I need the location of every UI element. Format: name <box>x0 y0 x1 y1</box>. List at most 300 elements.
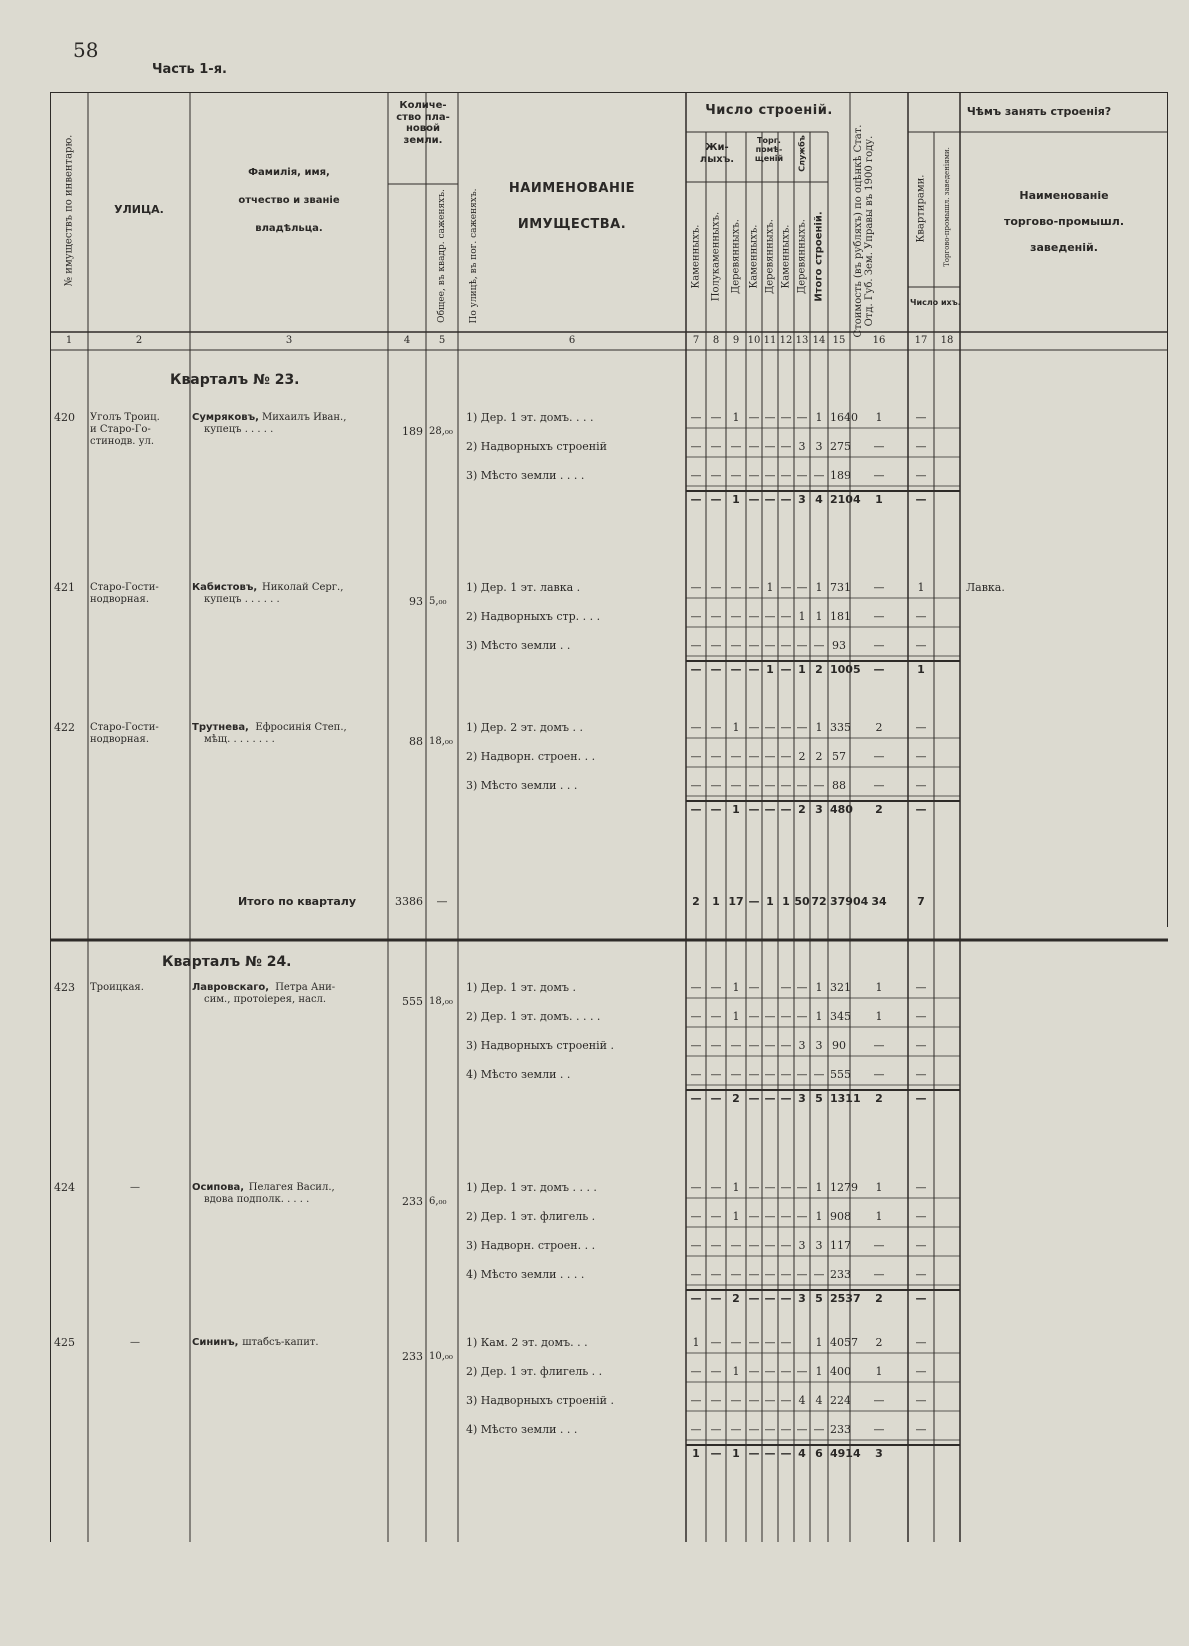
establishments-cell: — <box>915 440 927 453</box>
count-cell: — <box>813 639 825 652</box>
count-cell: — <box>764 750 776 763</box>
count-cell: — <box>780 1181 792 1194</box>
property-item: 2) Дер. 1 эт. флигель . . <box>466 1365 603 1378</box>
property-item: 1) Дер. 1 эт. домъ. . . . <box>466 411 594 424</box>
total-cell: 6 <box>815 1447 823 1460</box>
owner-name: сим., протоіерея, насл. <box>204 994 327 1005</box>
apartments-cell: 1 <box>875 1210 883 1223</box>
establishments-cell: — <box>915 493 927 506</box>
count-cell: 3 <box>815 440 823 453</box>
table-grid <box>50 92 1168 1542</box>
count-cell: — <box>764 1423 776 1436</box>
total-cell: — <box>710 1447 722 1460</box>
total-cell: — <box>710 803 722 816</box>
count-cell: 3 <box>798 440 806 453</box>
total-cell: — <box>780 493 792 506</box>
establishments-cell: — <box>915 1268 927 1281</box>
count-cell: — <box>690 721 702 734</box>
count-cell: — <box>764 721 776 734</box>
count-cell: — <box>710 1394 722 1407</box>
count-cell: — <box>730 639 742 652</box>
property-item: 3) Мѣсто земли . . . . <box>466 469 585 482</box>
street-name: — <box>130 1337 140 1348</box>
apartments-cell: 1 <box>875 981 883 994</box>
count-cell: — <box>690 1210 702 1223</box>
ledger-table <box>50 92 1168 1542</box>
count-cell: — <box>748 1010 760 1023</box>
owner-surname: Лавровскаго, <box>192 982 270 993</box>
property-item: 1) Дер. 1 эт. домъ . . . . <box>466 1181 597 1194</box>
total-cost: 480 <box>830 803 853 816</box>
property-item: 2) Надворн. строен. . . <box>466 750 596 763</box>
total-cell: — <box>780 1092 792 1105</box>
count-cell: — <box>748 1039 760 1052</box>
establishments-cell: — <box>915 1068 927 1081</box>
count-cell: — <box>780 1068 792 1081</box>
apartments-cell: 1 <box>875 493 883 506</box>
count-cell: 3 <box>798 1239 806 1252</box>
cost-cell: 275 <box>830 440 851 453</box>
count-cell: — <box>748 411 760 424</box>
establishments-cell: — <box>915 1292 927 1305</box>
total-cell: — <box>748 663 760 676</box>
count-cell: — <box>730 1239 742 1252</box>
frontage-value: 28,₀₀ <box>429 426 453 437</box>
count-cell: — <box>690 1268 702 1281</box>
quarter-total-label: Итого по кварталу <box>238 895 357 908</box>
count-cell: — <box>796 581 808 594</box>
property-header: ИМУЩЕСТВА. <box>517 217 627 232</box>
frontage-value: 5,₀₀ <box>429 596 447 607</box>
count-cell: — <box>764 1068 776 1081</box>
count-cell: — <box>764 1239 776 1252</box>
establishment-name-header: торгово-промышл. <box>1003 215 1125 228</box>
column-number: 8 <box>712 335 720 346</box>
establishments-cell: — <box>915 1239 927 1252</box>
land-area-header: Количе- ство пла- новой земли. <box>396 100 450 146</box>
count-cell: — <box>780 1423 792 1436</box>
count-cell: — <box>780 411 792 424</box>
count-cell: 1 <box>732 1181 740 1194</box>
count-cell: — <box>748 1423 760 1436</box>
total-cell: 2 <box>732 1292 740 1305</box>
count-cell: — <box>730 581 742 594</box>
count-cell: — <box>796 469 808 482</box>
establishments-cell: — <box>915 981 927 994</box>
count-cell: — <box>780 1010 792 1023</box>
count-cell: — <box>748 750 760 763</box>
count-cell: — <box>748 1268 760 1281</box>
total-cell: 1 <box>766 895 774 908</box>
count-cell: 1 <box>815 1181 823 1194</box>
street-name: и Старо-Го- <box>90 424 151 435</box>
cost-cell: 224 <box>830 1394 851 1407</box>
total-cell: 1 <box>782 895 790 908</box>
total-cell: — <box>780 663 792 676</box>
owner-name: Петра Ани- <box>275 982 336 993</box>
cost-cell: 181 <box>830 610 851 623</box>
apartments-cell: 2 <box>875 803 883 816</box>
count-cell: — <box>710 1268 722 1281</box>
count-cell: — <box>748 1181 760 1194</box>
total-cell: — <box>780 803 792 816</box>
column-number: 4 <box>403 335 411 346</box>
owner-name: Ефросинія Степ., <box>255 722 347 733</box>
column-number: 1 <box>65 335 73 346</box>
count-cell: — <box>730 779 742 792</box>
inventory-number: 421 <box>54 581 75 594</box>
total-cell: — <box>748 493 760 506</box>
count-cell: — <box>710 639 722 652</box>
count-cell: — <box>780 581 792 594</box>
count-cell: — <box>730 610 742 623</box>
apartments-cell: 3 <box>875 1447 883 1460</box>
area-value: 93 <box>409 595 423 608</box>
building-subcolumn-header: Итого строеній. <box>813 211 825 302</box>
total-cell: — <box>764 1447 776 1460</box>
count-cell: — <box>764 779 776 792</box>
residential-header: Жи- лыхъ. <box>699 142 735 165</box>
count-cell: 1 <box>815 981 823 994</box>
total-cost: 37904 <box>830 895 869 908</box>
count-cell: — <box>813 1068 825 1081</box>
owner-surname: Сининъ, <box>192 1337 239 1348</box>
total-cell: — <box>764 1292 776 1305</box>
count-cell: — <box>710 1068 722 1081</box>
owner-name: Николай Серг., <box>262 582 344 593</box>
establishments-cell: — <box>915 1336 927 1349</box>
street-name: нодворная. <box>90 594 150 605</box>
street-name: стинодв. ул. <box>90 436 155 447</box>
quarter-title: Кварталъ № 23. <box>170 372 300 388</box>
cost-cell: 345 <box>830 1010 851 1023</box>
street-name: Старо-Гости- <box>90 582 159 593</box>
count-cell: — <box>690 610 702 623</box>
count-cell: — <box>780 1039 792 1052</box>
count-cell: — <box>796 1365 808 1378</box>
total-cell: — <box>748 895 760 908</box>
count-cell: 3 <box>815 1239 823 1252</box>
count-cell: — <box>813 469 825 482</box>
apartments-cell: — <box>873 1394 885 1407</box>
count-cell: — <box>730 750 742 763</box>
count-cell: — <box>710 1039 722 1052</box>
area-value: 88 <box>409 735 423 748</box>
total-cell: — <box>764 1092 776 1105</box>
count-cell: — <box>764 440 776 453</box>
total-cell: — <box>690 1092 702 1105</box>
property-item: 3) Надворныхъ строеній . <box>466 1394 614 1407</box>
apartments-cell: 34 <box>871 895 887 908</box>
apartments-cell: — <box>873 779 885 792</box>
count-cell: 1 <box>732 1365 740 1378</box>
count-cell: — <box>764 1010 776 1023</box>
count-cell: — <box>730 1039 742 1052</box>
count-cell: — <box>710 581 722 594</box>
count-cell: — <box>748 1239 760 1252</box>
count-cell: — <box>796 1181 808 1194</box>
establishments-cell: — <box>915 639 927 652</box>
apartments-cell: 2 <box>875 721 883 734</box>
owner-name: штабсъ-капит. <box>242 1337 319 1348</box>
owner-header: Фамилія, имя, <box>248 167 330 178</box>
count-cell: — <box>780 981 792 994</box>
count-cell: 1 <box>692 1336 700 1349</box>
total-cost: 1005 <box>830 663 861 676</box>
count-cell: — <box>813 1268 825 1281</box>
count-cell: — <box>748 1365 760 1378</box>
total-cell: — <box>690 663 702 676</box>
count-cell: — <box>710 440 722 453</box>
total-cell: 4 <box>815 493 823 506</box>
count-cell: 1 <box>815 581 823 594</box>
count-cell: — <box>764 1268 776 1281</box>
apartments-cell: — <box>873 1268 885 1281</box>
total-cell: 2 <box>815 663 823 676</box>
count-cell: 1 <box>732 411 740 424</box>
count-cell: — <box>764 1365 776 1378</box>
area-value: 189 <box>402 425 423 438</box>
count-cell: — <box>690 1423 702 1436</box>
count-cell: — <box>690 750 702 763</box>
count-cell: — <box>710 779 722 792</box>
building-subcolumn-header: Деревянныхъ. <box>730 219 742 294</box>
total-cell: 3 <box>815 803 823 816</box>
count-cell: — <box>690 1039 702 1052</box>
cost-cell: 1279 <box>830 1181 858 1194</box>
total-cell: 1 <box>732 1447 740 1460</box>
total-cell: — <box>730 663 742 676</box>
count-cell: — <box>780 1268 792 1281</box>
establishments-cell: — <box>915 721 927 734</box>
quarter-total-frontage: — <box>436 895 448 908</box>
area-value: 555 <box>402 995 423 1008</box>
count-cell: — <box>690 469 702 482</box>
count-cell: 1 <box>732 981 740 994</box>
property-item: 1) Кам. 2 эт. домъ. . . <box>466 1336 588 1349</box>
valuation-header: Стоимость (въ рубляхъ) по оцѣнкѣ Стат. Отд. Губ. Зем. Управы въ 1900 году. <box>853 124 875 338</box>
apartments-cell: 2 <box>875 1092 883 1105</box>
column-number: 18 <box>940 335 954 346</box>
count-cell: — <box>710 1181 722 1194</box>
commercial-header: Торг. помѣ- щеній <box>754 136 784 164</box>
count-cell: 1 <box>815 1336 823 1349</box>
owner-header: отчество и званіе <box>238 195 340 206</box>
street-name: нодворная. <box>90 734 150 745</box>
count-cell: 3 <box>815 1039 823 1052</box>
property-item: 2) Дер. 1 эт. домъ. . . . . <box>466 1010 601 1023</box>
column-number: 6 <box>568 335 576 346</box>
inventory-number: 425 <box>54 1336 75 1349</box>
apartments-cell: — <box>873 469 885 482</box>
total-cost: 2537 <box>830 1292 861 1305</box>
apartments-cell: — <box>873 1039 885 1052</box>
total-cell: — <box>748 803 760 816</box>
column-number: 3 <box>285 335 293 346</box>
count-cell: — <box>796 1423 808 1436</box>
cost-cell: 93 <box>832 639 846 652</box>
total-cell: — <box>710 1092 722 1105</box>
count-cell: — <box>690 411 702 424</box>
count-cell: — <box>710 1239 722 1252</box>
count-cell: — <box>710 411 722 424</box>
count-cell: 1 <box>815 1365 823 1378</box>
apartments-header: Квартирами. <box>915 174 927 243</box>
owner-name: купецъ . . . . . . <box>204 594 280 605</box>
cost-cell: 555 <box>830 1068 851 1081</box>
total-cost: 2104 <box>830 493 861 506</box>
apartments-cell: — <box>873 750 885 763</box>
buildings-count-header: Число строеній. <box>705 103 833 118</box>
count-cell: 2 <box>798 750 806 763</box>
apartments-cell: 1 <box>875 1365 883 1378</box>
count-cell: — <box>748 639 760 652</box>
count-cell: — <box>748 581 760 594</box>
establishments-cell: — <box>915 1423 927 1436</box>
count-cell: — <box>780 469 792 482</box>
total-cell: 72 <box>811 895 827 908</box>
establishments-cell: — <box>915 1394 927 1407</box>
count-cell: 3 <box>798 1039 806 1052</box>
apartments-cell: — <box>873 581 885 594</box>
total-cell: 2 <box>732 1092 740 1105</box>
owner-surname: Сумряковъ, <box>192 412 259 423</box>
count-cell: — <box>710 1423 722 1436</box>
occupancy-header: Чѣмъ занять строенія? <box>966 105 1112 118</box>
total-cell: 1 <box>798 663 806 676</box>
property-item: 1) Дер. 1 эт. домъ . <box>466 981 576 994</box>
count-cell: — <box>764 1039 776 1052</box>
count-cell: 1 <box>732 721 740 734</box>
apartments-cell: — <box>873 663 885 676</box>
count-cell: — <box>710 981 722 994</box>
frontage-value: 18,₀₀ <box>429 736 453 747</box>
count-cell: — <box>796 639 808 652</box>
total-cell: 17 <box>728 895 744 908</box>
building-subcolumn-header: Деревянныхъ. <box>796 219 808 294</box>
count-cell: — <box>730 440 742 453</box>
count-cell: 1 <box>815 1010 823 1023</box>
column-number: 5 <box>438 335 446 346</box>
count-cell: — <box>748 721 760 734</box>
establishments-cell: — <box>915 779 927 792</box>
count-cell: — <box>748 1210 760 1223</box>
owner-name: Пелагея Васил., <box>248 1182 335 1193</box>
apartments-cell: 2 <box>875 1292 883 1305</box>
area-value: 233 <box>402 1350 423 1363</box>
count-cell: 1 <box>766 581 774 594</box>
count-cell: — <box>710 1210 722 1223</box>
column-number: 16 <box>872 335 886 346</box>
owner-surname: Трутнева, <box>192 722 249 733</box>
count-cell: — <box>780 1239 792 1252</box>
quarter-total-area: 3386 <box>395 895 423 908</box>
count-cell: — <box>764 639 776 652</box>
cost-cell: 335 <box>830 721 851 734</box>
total-cell: — <box>748 1292 760 1305</box>
establishments-cell: — <box>915 1010 927 1023</box>
owner-surname: Осипова, <box>192 1182 245 1193</box>
count-cell: 1 <box>815 721 823 734</box>
count-cell: — <box>780 1210 792 1223</box>
street-name: — <box>130 1182 140 1193</box>
cost-cell: 908 <box>830 1210 851 1223</box>
column-number: 14 <box>812 335 826 346</box>
total-cell: — <box>764 803 776 816</box>
count-cell: — <box>796 1268 808 1281</box>
count-cell: — <box>730 1423 742 1436</box>
total-cell: — <box>690 493 702 506</box>
count-cell: — <box>710 469 722 482</box>
area-value: 233 <box>402 1195 423 1208</box>
count-cell: 1 <box>732 1210 740 1223</box>
owner-header: владѣльца. <box>255 223 323 234</box>
count-cell: — <box>813 1423 825 1436</box>
apartments-cell: 1 <box>875 1181 883 1194</box>
count-cell: 4 <box>798 1394 806 1407</box>
count-cell: — <box>730 469 742 482</box>
count-cell: — <box>730 1394 742 1407</box>
count-cell: — <box>748 1336 760 1349</box>
total-cell: 1 <box>732 803 740 816</box>
property-item: 2) Надворныхъ стр. . . . <box>466 610 601 623</box>
apartments-cell: — <box>873 1068 885 1081</box>
establishments-cell: — <box>915 1181 927 1194</box>
count-cell: — <box>796 721 808 734</box>
count-cell: — <box>780 639 792 652</box>
count-cell: — <box>710 1365 722 1378</box>
cost-cell: 90 <box>832 1039 846 1052</box>
inventory-number: 423 <box>54 981 75 994</box>
building-subcolumn-header: Каменныхъ. <box>780 224 792 289</box>
count-cell: — <box>780 750 792 763</box>
owner-name: мѣщ. . . . . . . . <box>204 734 275 745</box>
building-subcolumn-header: Деревянныхъ. <box>764 219 776 294</box>
area-total-header: Общее, въ квадр. саженяхъ. <box>437 189 447 323</box>
page-number: 58 <box>73 38 99 62</box>
count-cell: 1 <box>815 1210 823 1223</box>
owner-name: Михаилъ Иван., <box>262 412 347 423</box>
count-cell: — <box>748 610 760 623</box>
apartments-cell: 2 <box>875 1336 883 1349</box>
total-cost: 4914 <box>830 1447 861 1460</box>
establishments-cell: — <box>915 803 927 816</box>
total-cell: 1 <box>692 1447 700 1460</box>
frontage-value: 6,₀₀ <box>429 1196 447 1207</box>
street-name: Троицкая. <box>90 982 144 993</box>
cost-cell: 1640 <box>830 411 858 424</box>
count-cell: 1 <box>815 610 823 623</box>
establishment-name: Лавка. <box>966 581 1005 594</box>
count-cell: 2 <box>815 750 823 763</box>
cost-cell: 117 <box>830 1239 851 1252</box>
count-cell: — <box>690 440 702 453</box>
total-cell: — <box>710 493 722 506</box>
apartments-cell: — <box>873 639 885 652</box>
inventory-number-header: № имуществъ по инвентарю. <box>63 134 75 287</box>
count-cell: 1 <box>732 1010 740 1023</box>
count-cell: — <box>730 1268 742 1281</box>
total-cell: — <box>764 493 776 506</box>
count-cell: — <box>796 779 808 792</box>
property-item: 3) Мѣсто земли . . . <box>466 779 578 792</box>
column-number: 13 <box>795 335 809 346</box>
apartments-cell: — <box>873 610 885 623</box>
total-cell: 5 <box>815 1292 823 1305</box>
total-cell: 50 <box>794 895 810 908</box>
frontage-value: 10,₀₀ <box>429 1351 453 1362</box>
total-cell: — <box>780 1292 792 1305</box>
